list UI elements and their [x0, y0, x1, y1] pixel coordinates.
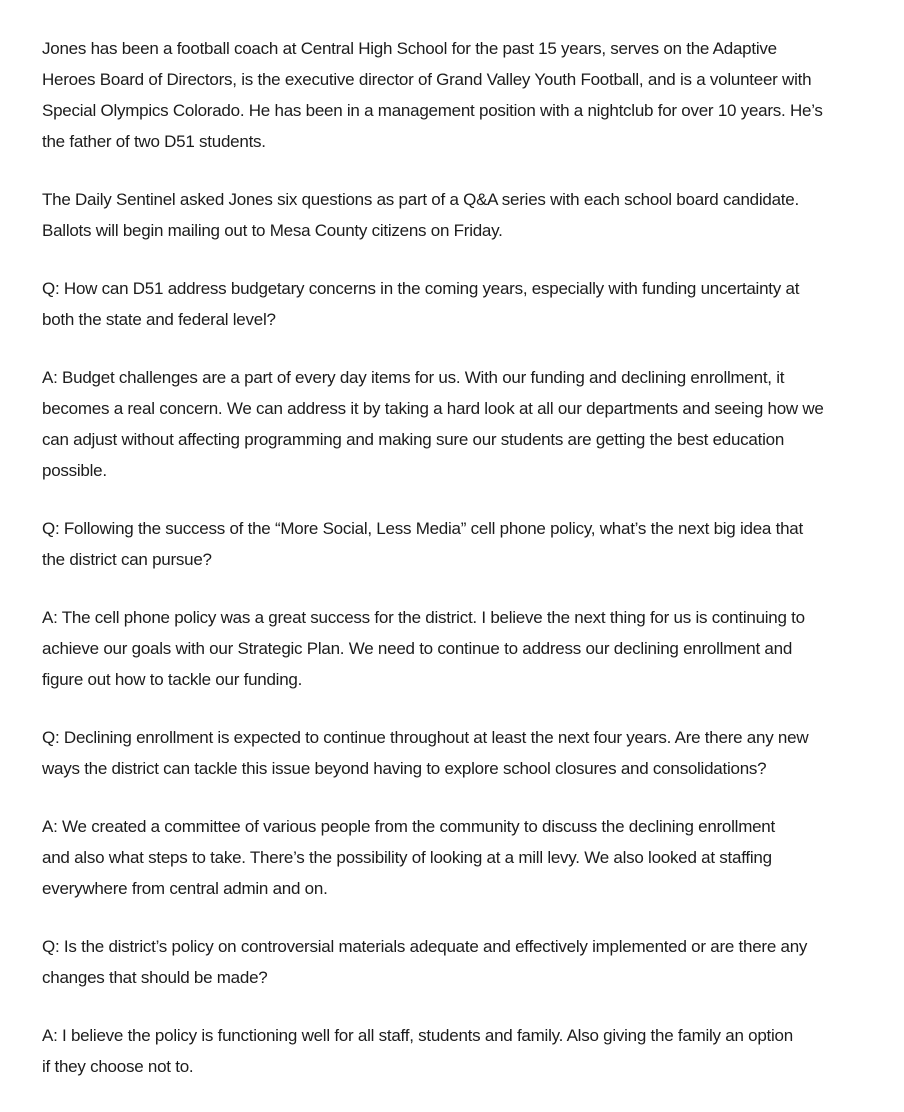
article-paragraph — [42, 1020, 882, 1082]
paragraph-line: can adjust without affecting programming and making sure our students are getting the best education — [42, 430, 785, 449]
paragraph-line: Heroes Board of Directors, is the executive director of Grand Valley Youth Football, and is a volunteer with — [42, 70, 812, 89]
article-paragraph — [42, 273, 882, 335]
article-paragraph — [42, 602, 882, 695]
paragraph-line: figure out how to tackle our funding. — [42, 670, 303, 689]
article-paragraph — [42, 362, 882, 486]
paragraph-line: the district can pursue? — [42, 550, 212, 569]
article-paragraph — [42, 811, 882, 904]
paragraph-line: A: I believe the policy is functioning well for all staff, students and family. Also giving the family an option — [42, 1026, 793, 1045]
article-paragraph — [42, 184, 882, 246]
article-paragraph — [42, 513, 882, 575]
paragraph-line: A: Budget challenges are a part of every day items for us. With our funding and declining enrollment, it — [42, 368, 785, 387]
paragraph-line: and also what steps to take. There’s the possibility of looking at a mill levy. We also looked at staffing — [42, 848, 772, 867]
paragraph-line: if they choose not to. — [42, 1057, 194, 1076]
paragraph-line: Ballots will begin mailing out to Mesa County citizens on Friday. — [42, 221, 503, 240]
paragraph-line: Q: Following the success of the “More Social, Less Media” cell phone policy, what’s the next big idea that — [42, 519, 803, 538]
article-body — [42, 33, 882, 1109]
paragraph-line: both the state and federal level? — [42, 310, 276, 329]
paragraph-line: becomes a real concern. We can address it by taking a hard look at all our departments and seeing how we — [42, 399, 824, 418]
paragraph-line: Jones has been a football coach at Central High School for the past 15 years, serves on the Adaptive — [42, 39, 777, 58]
paragraph-line: possible. — [42, 461, 107, 480]
article-paragraph — [42, 33, 882, 157]
paragraph-line: the father of two D51 students. — [42, 132, 266, 151]
paragraph-line: A: We created a committee of various people from the community to discuss the declining enrollment — [42, 817, 775, 836]
article-paragraph — [42, 722, 882, 784]
paragraph-line: Special Olympics Colorado. He has been in a management position with a nightclub for over 10 years. He’s — [42, 101, 823, 120]
paragraph-line: Q: Declining enrollment is expected to continue throughout at least the next four years. Are there any new — [42, 728, 809, 747]
article-paragraph — [42, 931, 882, 993]
paragraph-line: ways the district can tackle this issue beyond having to explore school closures and consolidations? — [42, 759, 767, 778]
paragraph-line: everywhere from central admin and on. — [42, 879, 328, 898]
paragraph-line: Q: How can D51 address budgetary concerns in the coming years, especially with funding uncertainty at — [42, 279, 800, 298]
paragraph-line: changes that should be made? — [42, 968, 268, 987]
paragraph-line: The Daily Sentinel asked Jones six questions as part of a Q&A series with each school board candidate. — [42, 190, 799, 209]
paragraph-line: Q: Is the district’s policy on controversial materials adequate and effectively implemented or are there any — [42, 937, 808, 956]
paragraph-line: achieve our goals with our Strategic Plan. We need to continue to address our declining enrollment and — [42, 639, 793, 658]
paragraph-line: A: The cell phone policy was a great success for the district. I believe the next thing for us is continuing to — [42, 608, 805, 627]
